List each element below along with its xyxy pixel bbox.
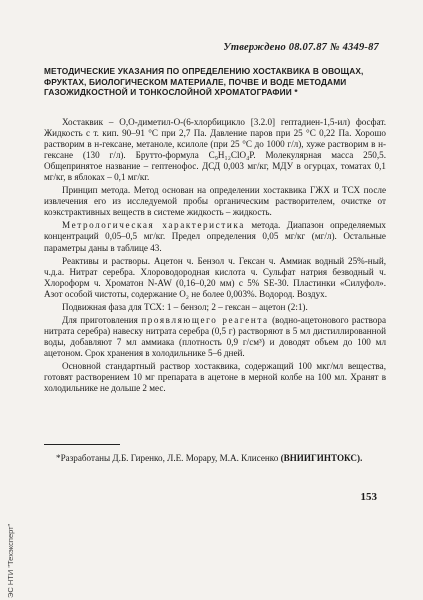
developing-reagent-term: проявляющего реагента xyxy=(141,314,269,325)
paragraph-method-principle: Принцип метода. Метод основан на определении хостаквика ГЖХ и ТСХ после извлечения его из исследуемой пробы органическим растворителем, очистке от коэкстрактивных веществ в системе жидкость – жидкость. xyxy=(44,185,386,218)
paragraph-reagents: Реактивы и растворы. Ацетон ч. Бензол ч. Гексан ч. Аммиак водный 25%-ный, ч.д.а. Нитрат серебра. Хлороводородная кислота ч. Сульфат натрия безводный ч. Хлороформ ч. Хроматон N-AW (0,16–0,20 мм) с 5% SE-30. Пластинки «Силуфол». Азот особой чистоты, содержание O₂ не более 0,003%. Водород. Воздух. xyxy=(44,255,386,299)
paragraph-metrology xyxy=(44,220,386,253)
footnote-organization: (ВНИИГИНТОКС). xyxy=(280,453,363,463)
side-stamp: ЭС НТИ "Техэксперт" xyxy=(6,523,15,598)
document-title: МЕТОДИЧЕСКИЕ УКАЗАНИЯ ПО ОПРЕДЕЛЕНИЮ ХОСТАКВИКА В ОВОЩАХ, ФРУКТАХ, БИОЛОГИЧЕСКОМ МАТЕРИАЛЕ, ПОЧВЕ И ВОДЕ МЕТОДАМИ ГАЗОЖИДКОСТНОЙ И ТОНКОСЛОЙНОЙ ХРОМАТОГРАФИИ * xyxy=(44,66,364,98)
paragraph-mobile-phase: Подвижная фаза для ТСХ: 1 – бензол; 2 – гексан – ацетон (2:1). xyxy=(62,301,308,312)
developing-text: (водно-ацетонового раствора нитрата серебра) навеску нитрата серебра (0,5 г) растворяют в 5 мл дистиллированной воды, добавляют 7 мл аммиака (плотность 0,9 г/см³) и доводят объем до 100 мл ацетоном. Срок хранения в холодильнике 5–6 дней. xyxy=(44,314,386,358)
footnote-authors: *Разработаны Д.Б. Гиренко, Л.Е. Мораpу, М.А. Клисенко xyxy=(56,453,281,463)
document-body xyxy=(44,117,386,396)
developing-lead: Для приготовления xyxy=(62,314,142,325)
paragraph-stock-solution: Основной стандартный раствор хостаквика, содержащий 100 мкг/мл вещества, готовят растворением 10 мг препарата в ацетоне в мерной колбе на 100 мл. Хранят в холодильнике не дольше 2 мес. xyxy=(44,360,386,394)
page-number: 153 xyxy=(360,491,377,503)
metrology-text: метода. Диапазон определяемых концентраций 0,05–0,5 мг/кг. Предел определения 0,05 мг/кг (мг/л). Остальные параметры даны в таблице 43. xyxy=(44,220,386,253)
footnote-divider xyxy=(44,444,120,445)
approval-line: Утверждено 08.07.87 № 4349-87 xyxy=(223,42,379,53)
metrology-heading: Метрологическая характеристика xyxy=(62,220,245,231)
footnote xyxy=(44,453,386,465)
paragraph-developing-reagent xyxy=(44,315,386,359)
paragraph-substance-description: Хостаквик – О,О-диметил-О-(6-хлорбицикло [3.2.0] гептадиен-1,5-ил) фосфат. Жидкость с т. кип. 90–91 °С при 2,7 Па. Давление паров при 25 °С 0,22 Па. Хорошо растворим в н-гексане, метаноле, ксилоле (при 25 °С до 1000 г/л), хуже растворим в н-гексане (130 г/л). Брутто-формула C₉H₁₂ClO₄P. Молекулярная масса 250,5. Общепринятое название – гептенофос. ДСД 0,003 мг/кг, МДУ в огурцах, томатах 0,1 мг/кг, в яблоках – 0,1 мг/кг. xyxy=(44,117,386,183)
